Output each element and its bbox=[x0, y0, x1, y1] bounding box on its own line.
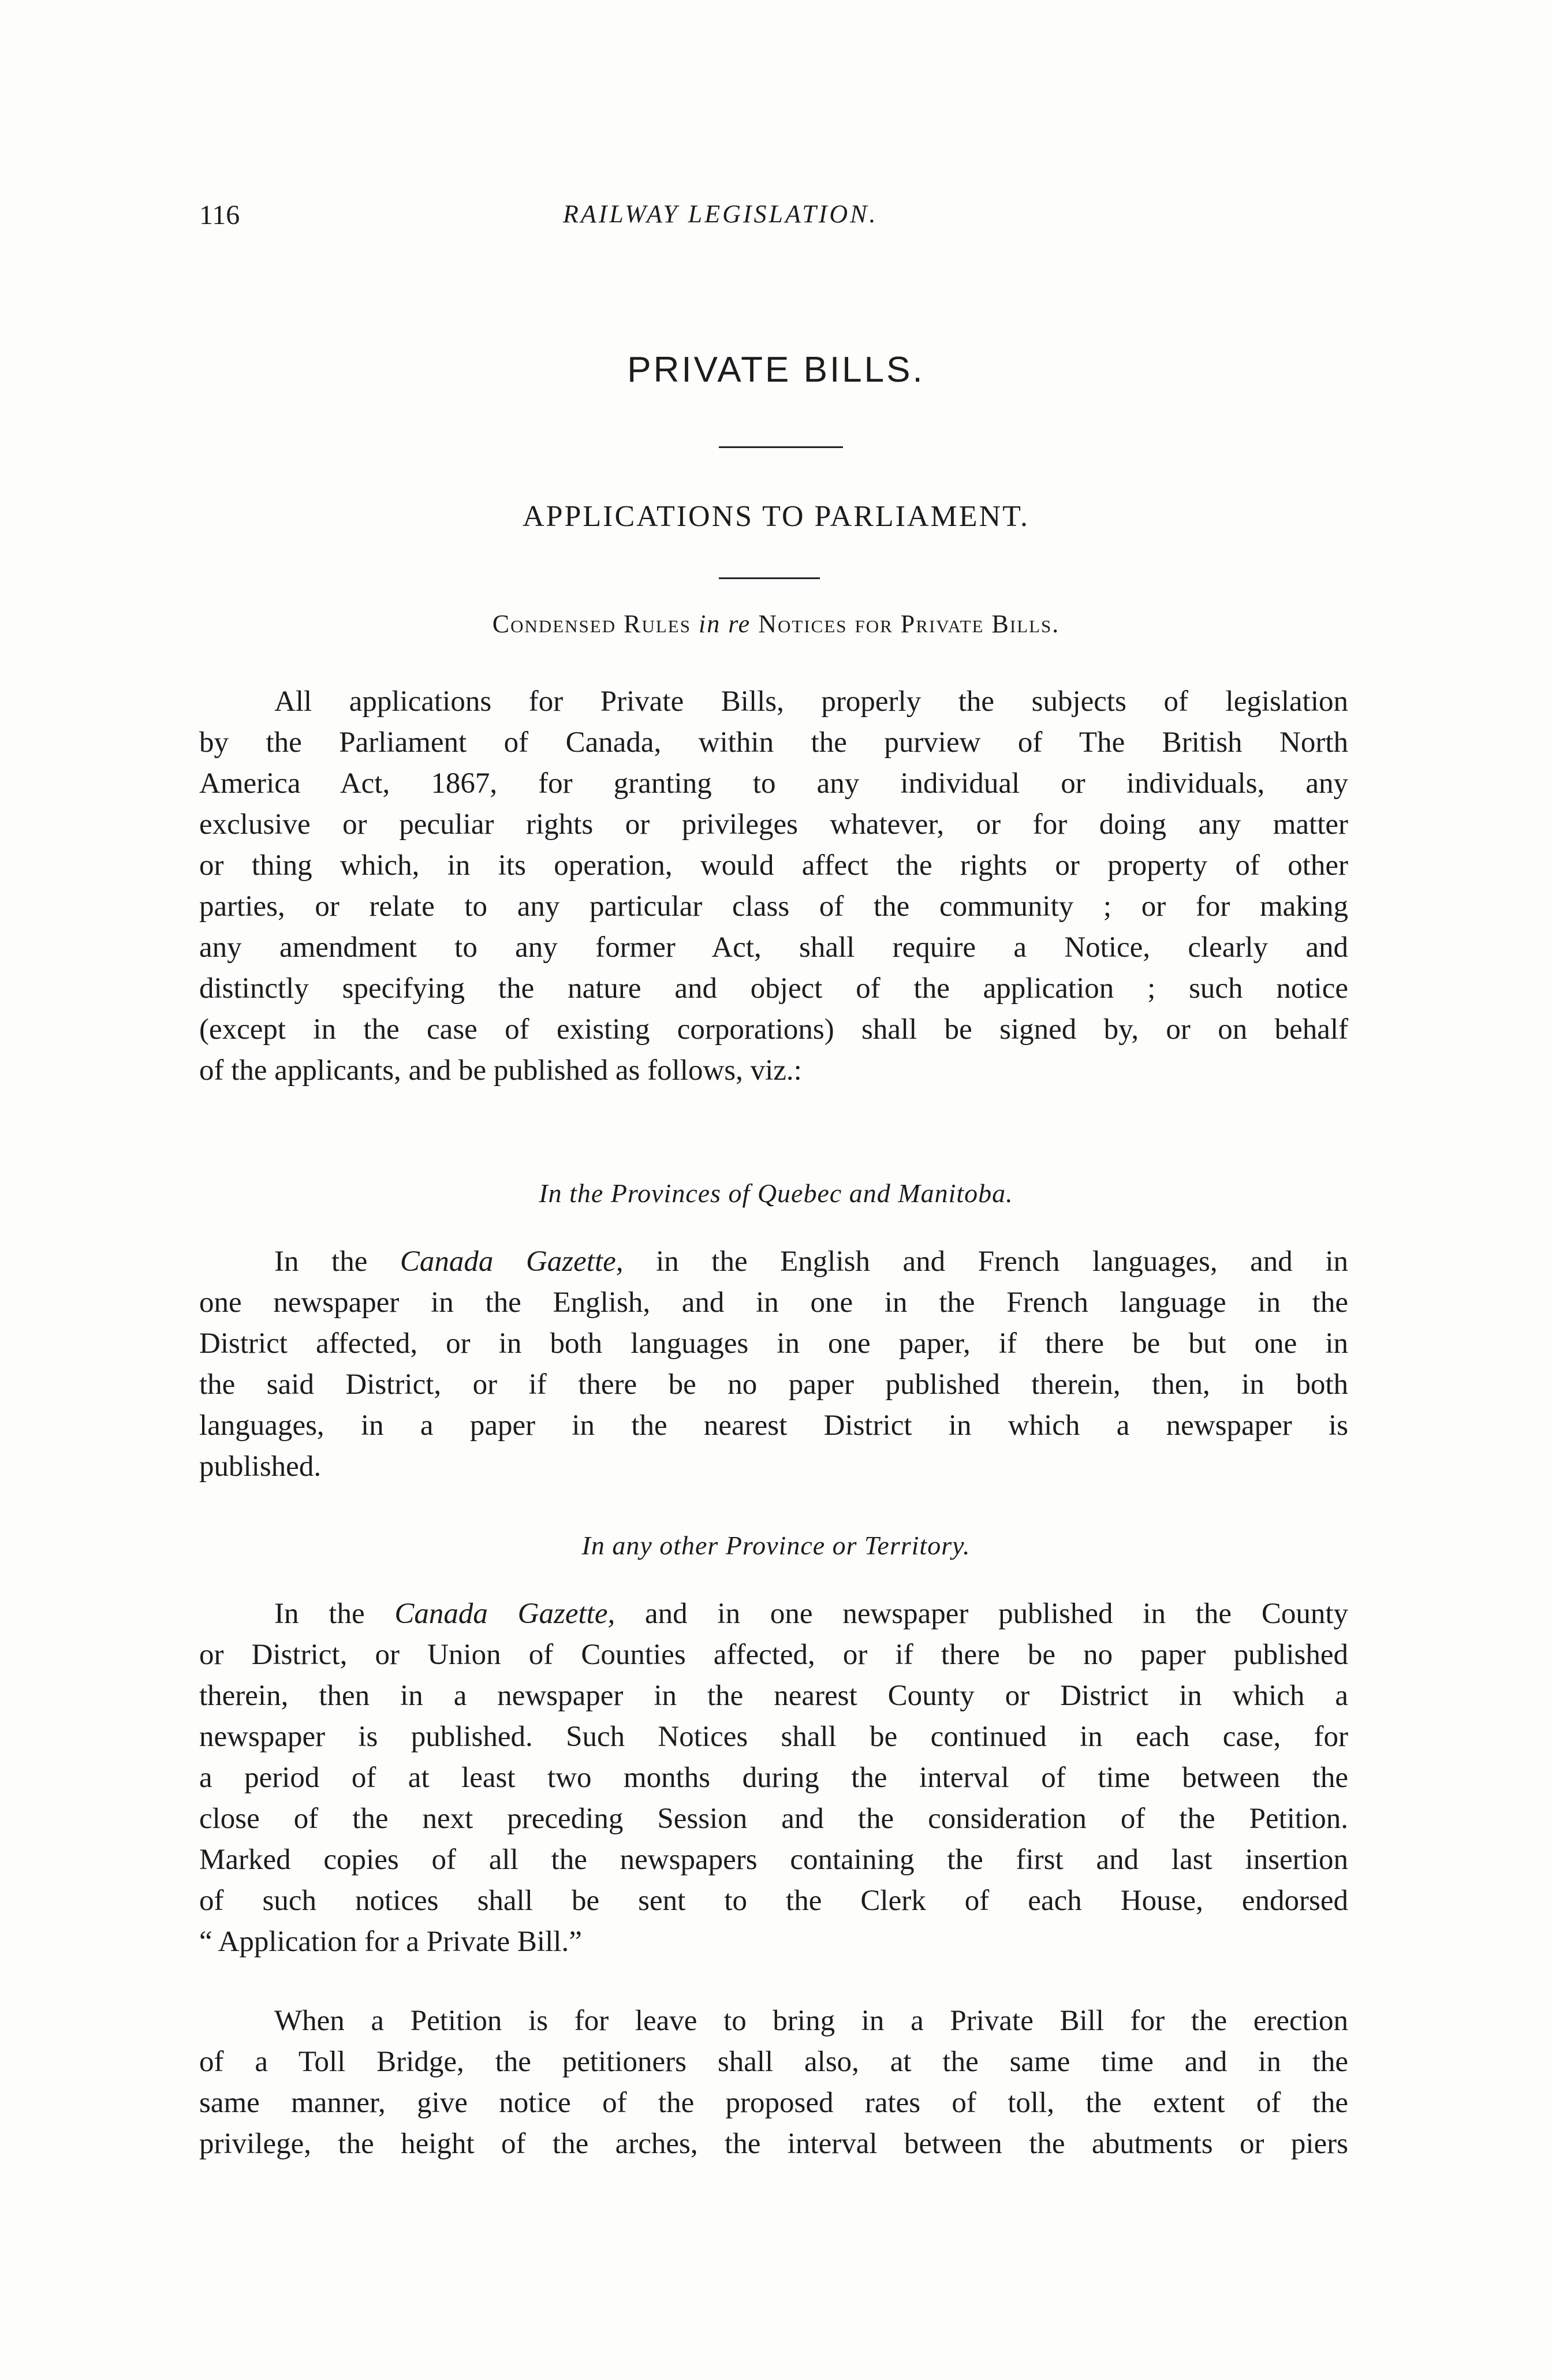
section-subtitle: APPLICATIONS TO PARLIAMENT. bbox=[523, 500, 1029, 533]
rules-heading-part1: Condensed Rules bbox=[492, 610, 691, 638]
paragraph-line: newspaper is published. Such Notices shall be continued in each case, for bbox=[199, 1721, 1348, 1753]
paragraph-line: of a Toll Bridge, the petitioners shall also, at the same time and in the bbox=[199, 2046, 1348, 2078]
rules-heading bbox=[0, 609, 1552, 639]
paragraph-line: of the applicants, and be published as follows, viz.: bbox=[199, 1054, 802, 1087]
paragraph-line: languages, in a paper in the nearest District in which a newspaper is bbox=[199, 1409, 1348, 1442]
paragraph-line: distinctly specifying the nature and object of the application ; such notice bbox=[199, 972, 1348, 1005]
paragraph-line: When a Petition is for leave to bring in a Private Bill for the erection bbox=[274, 2005, 1348, 2037]
paragraph-line: therein, then in a newspaper in the nearest County or District in which a bbox=[199, 1680, 1348, 1712]
paragraph-line: one newspaper in the English, and in one in the French language in the bbox=[199, 1286, 1348, 1319]
paragraph-line bbox=[199, 1594, 1348, 1635]
paragraph-line: any amendment to any former Act, shall require a Notice, clearly and bbox=[199, 931, 1348, 964]
paragraph-line: same manner, give notice of the proposed rates of toll, the extent of the bbox=[199, 2087, 1348, 2119]
paragraph-line: All applications for Private Bills, properly the subjects of legislation bbox=[274, 685, 1348, 718]
page-header bbox=[199, 199, 1342, 245]
paragraph-line: (except in the case of existing corporations) shall be signed by, or on behalf bbox=[199, 1013, 1348, 1046]
paragraph-text: in the English and French languages, and in bbox=[656, 1245, 1348, 1278]
paragraph-applications bbox=[199, 681, 1348, 1091]
rules-heading-part3: Notices for Private Bills. bbox=[758, 610, 1060, 638]
paragraph-intro: In the bbox=[274, 1245, 368, 1278]
page-number: 116 bbox=[199, 200, 240, 230]
title-divider bbox=[719, 446, 843, 448]
paragraph-line: of such notices shall be sent to the Clerk of each House, endorsed bbox=[199, 1885, 1348, 1917]
paragraph-line: by the Parliament of Canada, within the purview of The British North bbox=[199, 726, 1348, 759]
rules-heading-part2: in re bbox=[698, 610, 751, 638]
paragraph-quebec-manitoba bbox=[199, 1241, 1348, 1487]
paragraph-text: and in one newspaper published in the County bbox=[645, 1598, 1349, 1630]
running-head: RAILWAY LEGISLATION. bbox=[563, 200, 878, 228]
section-heading-quebec-manitoba: In the Provinces of Quebec and Manitoba. bbox=[539, 1178, 1013, 1208]
paragraph-line: close of the next preceding Session and the consideration of the Petition. bbox=[199, 1803, 1348, 1835]
paragraph-line bbox=[199, 1241, 1348, 1282]
paragraph-line: a period of at least two months during the interval of time between the bbox=[199, 1762, 1348, 1794]
paragraph-other-province bbox=[199, 1594, 1348, 1963]
gazette-name: Canada Gazette, bbox=[400, 1245, 624, 1278]
section-heading-other-province: In any other Province or Territory. bbox=[581, 1531, 971, 1560]
paragraph-line: exclusive or peculiar rights or privileges whatever, or for doing any matter bbox=[199, 808, 1348, 841]
paragraph-line: or District, or Union of Counties affected, or if there be no paper published bbox=[199, 1639, 1348, 1671]
paragraph-line: parties, or relate to any particular class of the community ; or for making bbox=[199, 890, 1348, 923]
paragraph-line: published. bbox=[199, 1450, 322, 1483]
paragraph-line: Marked copies of all the newspapers containing the first and last insertion bbox=[199, 1844, 1348, 1876]
gazette-name: Canada Gazette, bbox=[394, 1598, 615, 1630]
page-title: PRIVATE BILLS. bbox=[627, 350, 925, 390]
paragraph-intro: In the bbox=[274, 1598, 365, 1630]
paragraph-toll-bridge bbox=[199, 2001, 1348, 2165]
paragraph-line: America Act, 1867, for granting to any individual or individuals, any bbox=[199, 767, 1348, 800]
paragraph-line: or thing which, in its operation, would affect the rights or property of other bbox=[199, 849, 1348, 882]
paragraph-line: District affected, or in both languages in one paper, if there be but one in bbox=[199, 1327, 1348, 1360]
paragraph-line: “ Application for a Private Bill.” bbox=[199, 1926, 582, 1958]
paragraph-line: the said District, or if there be no paper published therein, then, in both bbox=[199, 1368, 1348, 1401]
subtitle-divider bbox=[719, 577, 820, 579]
paragraph-line: privilege, the height of the arches, the interval between the abutments or piers bbox=[199, 2128, 1348, 2160]
